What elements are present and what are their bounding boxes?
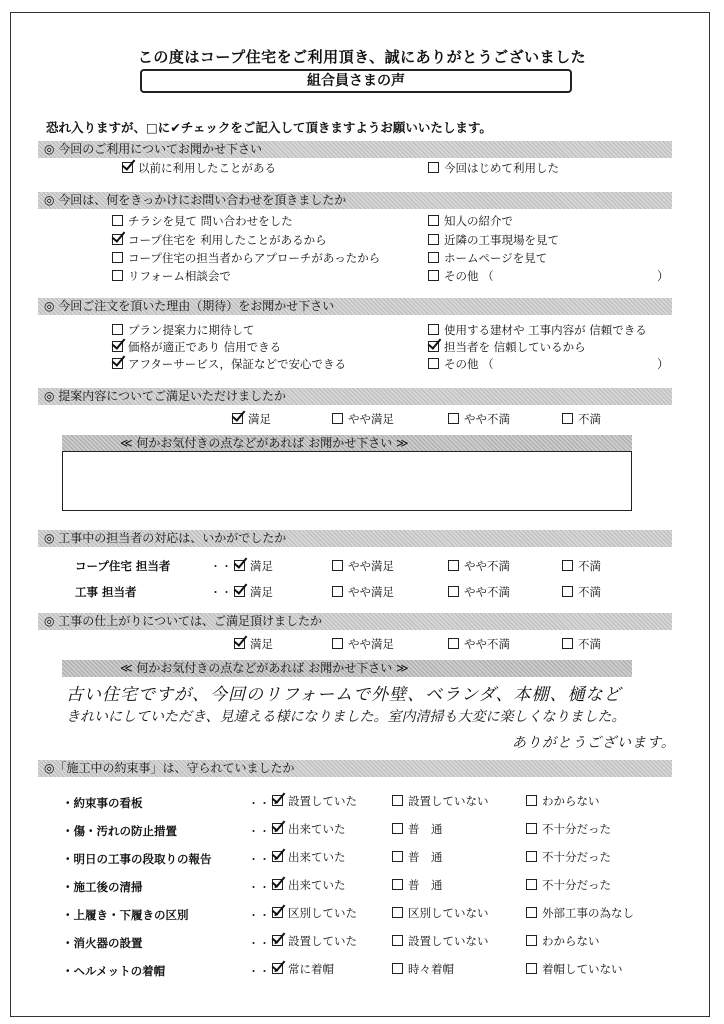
option-used-coop[interactable]: コープ住宅を 利用したことがあるから <box>112 232 327 248</box>
section-rules-heading: ◎「施工中の約束事」は、守られていましたか <box>38 760 672 777</box>
option-dissatisfied[interactable]: 不満 <box>562 584 601 600</box>
form-subtitle: 組合員さまの声 <box>140 69 572 93</box>
option-yes[interactable]: 出来ていた <box>272 849 346 865</box>
option-nearby-site[interactable]: 近隣の工事現場を見て <box>428 232 559 248</box>
checkbox[interactable] <box>428 270 439 281</box>
checkbox[interactable] <box>526 795 537 806</box>
checkbox[interactable] <box>448 638 459 649</box>
option-no[interactable]: 区別していない <box>392 905 489 921</box>
checkbox[interactable] <box>428 341 439 352</box>
option-unknown[interactable]: わからない <box>526 793 600 809</box>
option-first-time[interactable]: 今回はじめて利用した <box>428 160 559 176</box>
section-trigger-heading: ◎ 今回は、何をきっかけにお問い合わせを頂きましたか <box>38 192 672 209</box>
option-insufficient[interactable]: 不十分だった <box>526 821 611 837</box>
checkbox[interactable] <box>526 963 537 974</box>
option-approach[interactable]: コープ住宅の担当者からアプローチがあったから <box>112 250 380 266</box>
option-referral[interactable]: 知人の紹介で <box>428 213 513 229</box>
checkbox[interactable] <box>562 638 573 649</box>
option-insufficient[interactable]: 不十分だった <box>526 877 611 893</box>
checkbox[interactable] <box>272 879 283 890</box>
leader-dots: ・・・ <box>248 797 281 810</box>
option-somewhat-satisfied[interactable]: やや満足 <box>332 584 394 600</box>
checkbox[interactable] <box>112 270 123 281</box>
checkbox[interactable] <box>234 586 245 597</box>
row-label: ・消火器の設置 <box>62 936 143 950</box>
checkbox[interactable] <box>234 560 245 571</box>
checkbox[interactable] <box>562 413 573 424</box>
option-no[interactable]: 着帽していない <box>526 961 623 977</box>
checkbox[interactable] <box>392 823 403 834</box>
option-other[interactable]: その他 （ <box>428 356 494 372</box>
option-yes[interactable]: 出来ていた <box>272 821 346 837</box>
paren-close: ） <box>657 269 670 283</box>
option-dissatisfied[interactable]: 不満 <box>562 411 601 427</box>
leader-dots: ・・・ <box>248 881 281 894</box>
checkbox[interactable] <box>392 879 403 890</box>
checkbox[interactable] <box>272 851 283 862</box>
option-materials[interactable]: 使用する建材や 工事内容が 信頼できる <box>428 322 647 338</box>
section-usage-heading: ◎ 今回のご利用についてお聞かせ下さい <box>38 141 672 158</box>
checkbox[interactable] <box>272 823 283 834</box>
checkbox[interactable] <box>112 252 123 263</box>
option-somewhat-dissatisfied[interactable]: やや不満 <box>448 411 510 427</box>
option-somewhat-satisfied[interactable]: やや満足 <box>332 636 394 652</box>
checkbox[interactable] <box>526 935 537 946</box>
option-no[interactable]: 設置していない <box>392 933 489 949</box>
option-insufficient[interactable]: 不十分だった <box>526 849 611 865</box>
checkbox[interactable] <box>526 907 537 918</box>
checkbox[interactable] <box>428 358 439 369</box>
option-somewhat-dissatisfied[interactable]: やや不満 <box>448 558 510 574</box>
leader-dots: ・・・ <box>248 937 281 950</box>
option-aftercare[interactable]: アフターサービス，保証などで安心できる <box>112 356 346 372</box>
checkbox[interactable] <box>112 358 123 369</box>
option-price[interactable]: 価格が適正であり 信用できる <box>112 339 281 355</box>
checkbox[interactable] <box>392 795 403 806</box>
checkbox[interactable] <box>272 963 283 974</box>
checkbox[interactable] <box>562 560 573 571</box>
option-plan[interactable]: プラン提案力に期待して <box>112 322 255 338</box>
comment-box[interactable] <box>62 451 632 511</box>
checkbox[interactable] <box>332 638 343 649</box>
option-satisfied[interactable]: 満足 <box>234 584 273 600</box>
checkbox[interactable] <box>332 413 343 424</box>
leader-dots: ・・・ <box>248 909 281 922</box>
checkbox[interactable] <box>428 252 439 263</box>
section-staff-heading: ◎ 工事中の担当者の対応は、いかがでしたか <box>38 530 672 547</box>
checkbox[interactable] <box>112 234 123 245</box>
checkbox[interactable] <box>526 823 537 834</box>
form-instructions: 恐れ入りますが、□に✔チェックをご記入して頂きますようお願いいたします。 <box>46 120 492 135</box>
option-yes[interactable]: 設置していた <box>272 933 357 949</box>
checkbox[interactable] <box>562 586 573 597</box>
row-label: ・明日の工事の段取りの報告 <box>62 852 212 866</box>
checkbox[interactable] <box>428 324 439 335</box>
handwritten-comment-line: ありがとうございます。 <box>512 735 676 751</box>
comment-prompt: ≪ 何かお気付きの点などがあれば お聞かせ下さい ≫ <box>62 660 632 677</box>
checkbox[interactable] <box>272 795 283 806</box>
option-homepage[interactable]: ホームページを見て <box>428 250 547 266</box>
checkbox[interactable] <box>448 560 459 571</box>
leader-dots: ・・・ <box>248 965 281 978</box>
row-label: ・上履き・下履きの区別 <box>62 908 189 922</box>
option-yes[interactable]: 常に着帽 <box>272 961 334 977</box>
leader-dots: ・・・ <box>210 586 243 599</box>
section-proposal-heading: ◎ 提案内容についてご満足いただけましたか <box>38 388 672 405</box>
option-used-before[interactable]: 以前に利用したことがある <box>122 160 276 176</box>
section-finish-heading: ◎ 工事の仕上がりについては、ご満足頂けましたか <box>38 613 672 630</box>
leader-dots: ・・・ <box>248 825 281 838</box>
option-no[interactable]: 設置していない <box>392 793 489 809</box>
paren-close: ） <box>657 357 670 371</box>
row-label: ・傷・汚れの防止措置 <box>62 824 177 838</box>
checkbox[interactable] <box>428 215 439 226</box>
option-somewhat-satisfied[interactable]: やや満足 <box>332 558 394 574</box>
checkbox[interactable] <box>234 638 245 649</box>
option-other[interactable]: その他 （ <box>428 268 494 284</box>
leader-dots: ・・・ <box>248 853 281 866</box>
row-label: ・施工後の清掃 <box>62 880 143 894</box>
row-label: ・約束事の看板 <box>62 796 143 810</box>
form-title: この度はコープ住宅をご利用頂き、誠にありがとうございました <box>137 48 587 66</box>
option-exterior-only[interactable]: 外部工事の為なし <box>526 905 634 921</box>
option-somewhat-dissatisfied[interactable]: やや不満 <box>448 636 510 652</box>
option-unknown[interactable]: わからない <box>526 933 600 949</box>
checkbox[interactable] <box>232 413 243 424</box>
option-normal[interactable]: 普 通 <box>392 849 443 865</box>
option-satisfied[interactable]: 満足 <box>234 636 273 652</box>
option-normal[interactable]: 普 通 <box>392 877 443 893</box>
checkbox[interactable] <box>122 162 133 173</box>
checkbox[interactable] <box>428 234 439 245</box>
checkbox[interactable] <box>272 907 283 918</box>
checkbox[interactable] <box>448 586 459 597</box>
checkbox[interactable] <box>112 341 123 352</box>
section-reason-heading: ◎ 今回ご注文を頂いた理由（期待）をお聞かせ下さい <box>38 298 672 315</box>
option-flyer[interactable]: チラシを見て 問い合わせをした <box>112 213 293 229</box>
checkbox[interactable] <box>272 935 283 946</box>
checkbox[interactable] <box>332 586 343 597</box>
option-trust-staff[interactable]: 担当者を 信頼しているから <box>428 339 586 355</box>
row-label: コープ住宅 担当者 <box>75 559 171 573</box>
checkbox[interactable] <box>392 963 403 974</box>
row-label: 工事 担当者 <box>75 585 137 599</box>
checkbox[interactable] <box>448 413 459 424</box>
option-somewhat-satisfied[interactable]: やや満足 <box>332 411 394 427</box>
checkbox[interactable] <box>526 851 537 862</box>
option-yes[interactable]: 区別していた <box>272 905 357 921</box>
checkbox[interactable] <box>392 935 403 946</box>
checkbox[interactable] <box>332 560 343 571</box>
option-somewhat-dissatisfied[interactable]: やや不満 <box>448 584 510 600</box>
option-satisfied[interactable]: 満足 <box>232 411 271 427</box>
option-yes[interactable]: 出来ていた <box>272 877 346 893</box>
comment-prompt: ≪ 何かお気付きの点などがあれば お聞かせ下さい ≫ <box>62 435 632 452</box>
handwritten-comment-line: きれいにしていただき、見違える様になりました。室内清掃も大変に楽しくなりました。 <box>66 709 626 725</box>
option-dissatisfied[interactable]: 不満 <box>562 636 601 652</box>
option-sometimes[interactable]: 時々着帽 <box>392 961 454 977</box>
option-satisfied[interactable]: 満足 <box>234 558 273 574</box>
checkbox[interactable] <box>112 215 123 226</box>
option-yes[interactable]: 設置していた <box>272 793 357 809</box>
option-dissatisfied[interactable]: 不満 <box>562 558 601 574</box>
row-label: ・ヘルメットの着帽 <box>62 964 166 978</box>
checkbox[interactable] <box>526 879 537 890</box>
checkbox[interactable] <box>392 851 403 862</box>
option-consult-event[interactable]: リフォーム相談会で <box>112 268 231 284</box>
leader-dots: ・・・ <box>210 560 243 573</box>
checkbox[interactable] <box>392 907 403 918</box>
checkbox[interactable] <box>428 162 439 173</box>
handwritten-comment-line: 古い住宅ですが、今回のリフォームで外壁、ベランダ、本棚、樋など <box>66 685 622 705</box>
option-normal[interactable]: 普 通 <box>392 821 443 837</box>
checkbox[interactable] <box>112 324 123 335</box>
